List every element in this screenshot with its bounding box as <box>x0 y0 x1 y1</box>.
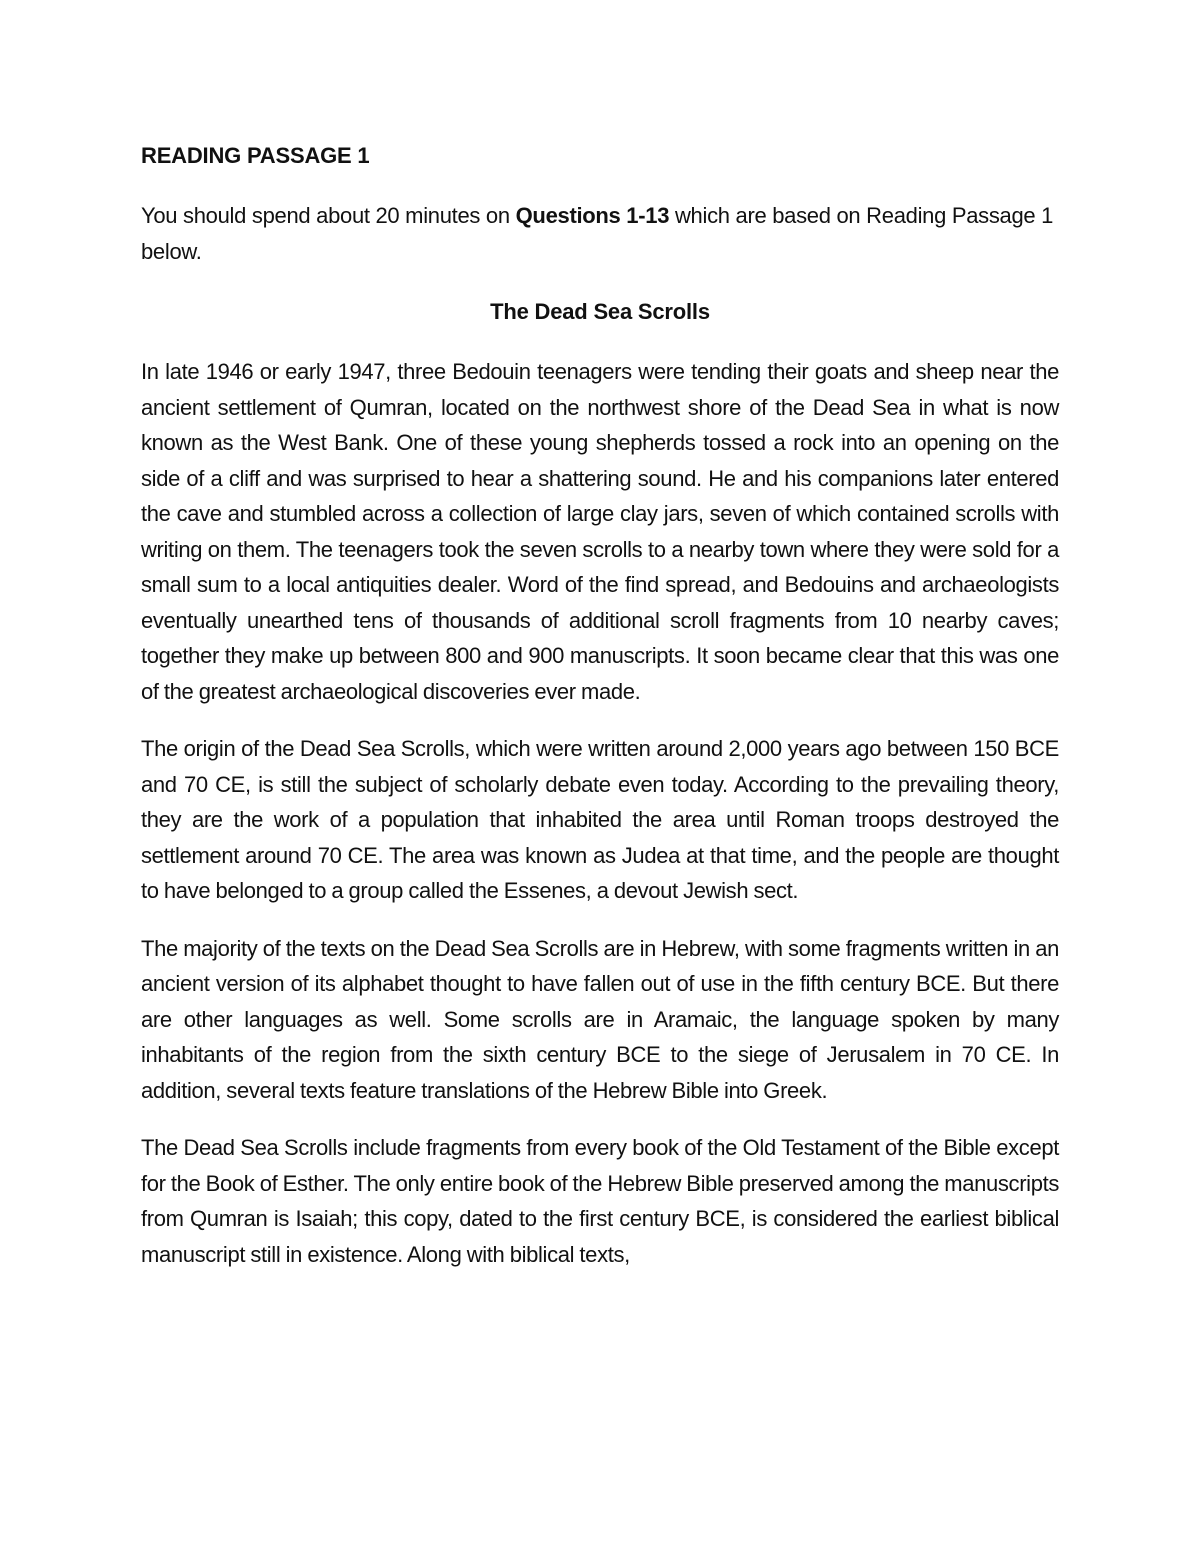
passage-title: The Dead Sea Scrolls <box>490 299 710 324</box>
section-heading: READING PASSAGE 1 <box>141 143 370 168</box>
passage-paragraph-1: In late 1946 or early 1947, three Bedouin teenagers were tending their goats and sheep near the ancient settlement of Qumran, located on the northwest shore of the Dead Sea in what is now known as the West Bank. One of these young shepherds tossed a rock into an opening on the side of a cliff and was surprised to hear a shattering sound. He and his companions later entered the cave and stumbled across a collection of large clay jars, seven of which contained scrolls with writing on them. The teenagers took the seven scrolls to a nearby town where they were sold for a small sum to a local antiquities dealer. Word of the find spread, and Bedouins and archaeologists eventually unearthed tens of thousands of additional scroll fragments from 10 nearby caves; together they make up between 800 and 900 manuscripts. It soon became clear that this was one of the greatest archaeological discoveries ever made. <box>141 359 1059 704</box>
document-page <box>141 138 1059 1294</box>
instruction-after: which are based on Reading Passage 1 below. <box>141 203 1054 264</box>
instruction-questions: Questions 1-13 <box>515 203 670 228</box>
instruction-text <box>141 198 1059 270</box>
passage-paragraph-4: The Dead Sea Scrolls include fragments from every book of the Old Testament of the Bible except for the Book of Esther. The only entire book of the Hebrew Bible preserved among the manuscripts from Qumran is Isaiah; this copy, dated to the first century BCE, is considered the earliest biblical manuscript still in existence. Along with biblical texts, <box>141 1135 1059 1267</box>
passage-paragraph-2: The origin of the Dead Sea Scrolls, which were written around 2,000 years ago between 150 BCE and 70 CE, is still the subject of scholarly debate even today. According to the prevailing theory, they are the work of a population that inhabited the area until Roman troops destroyed the settlement around 70 CE. The area was known as Judea at that time, and the people are thought to have belonged to a group called the Essenes, a devout Jewish sect. <box>141 736 1059 903</box>
passage-paragraph-3: The majority of the texts on the Dead Sea Scrolls are in Hebrew, with some fragments written in an ancient version of its alphabet thought to have fallen out of use in the fifth century BCE. But there are other languages as well. Some scrolls are in Aramaic, the language spoken by many inhabitants of the region from the sixth century BCE to the siege of Jerusalem in 70 CE. In addition, several texts feature translations of the Hebrew Bible into Greek. <box>141 935 1059 1103</box>
instruction-before: You should spend about 20 minutes on <box>141 203 516 228</box>
